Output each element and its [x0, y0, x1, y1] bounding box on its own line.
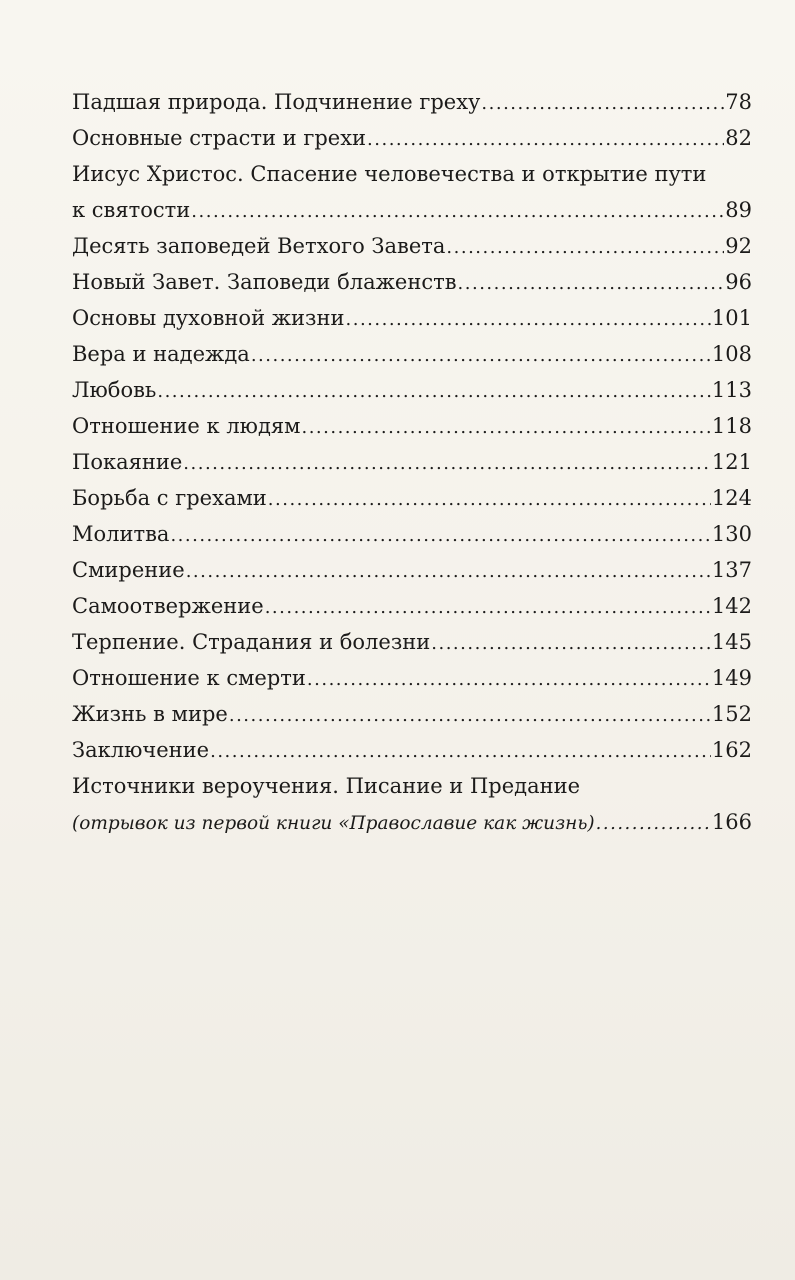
toc-entry-page: 96 — [725, 270, 752, 294]
dot-leader — [183, 446, 711, 482]
toc-entry-title: Новый Завет. Заповеди блаженств — [72, 270, 457, 294]
toc-entry-title: Жизнь в мире — [72, 702, 228, 726]
dot-leader — [446, 230, 724, 266]
toc-entry-page: 89 — [725, 198, 752, 222]
toc-entry-page: 121 — [711, 450, 752, 474]
toc-entry-title: Источники вероучения. Писание и Предание — [72, 774, 581, 798]
dot-leader — [229, 698, 711, 734]
dot-leader — [346, 302, 711, 338]
toc-entry-page: 142 — [711, 594, 752, 618]
dot-leader — [157, 374, 711, 410]
toc-entry-page: 149 — [711, 666, 752, 690]
toc-entry-title: Основные страсти и грехи — [72, 126, 367, 150]
toc-entry-page: 113 — [711, 378, 752, 402]
dot-leader — [301, 410, 710, 446]
toc-entry-title: (отрывок из первой книги «Православие как жизнь) — [72, 813, 595, 834]
toc-entry — [72, 804, 752, 840]
table-of-contents — [72, 84, 752, 840]
toc-entry-page: 162 — [711, 738, 752, 762]
dot-leader — [431, 626, 711, 662]
dot-leader — [186, 554, 711, 590]
toc-entry-title: Самоотвержение — [72, 594, 264, 618]
toc-entry-title: Иисус Христос. Спасение человечества и открытие пути — [72, 162, 707, 186]
toc-entry — [72, 120, 752, 156]
toc-entry-title: к святости — [72, 198, 191, 222]
toc-entry-page: 166 — [711, 810, 752, 834]
toc-entry-title: Борьба с грехами — [72, 486, 267, 510]
toc-entry — [72, 480, 752, 516]
dot-leader — [265, 590, 711, 626]
dot-leader — [307, 662, 711, 698]
toc-entry — [72, 660, 752, 696]
dot-leader — [191, 194, 724, 230]
toc-entry-title: Десять заповедей Ветхого Завета — [72, 234, 446, 258]
toc-entry-page: 137 — [711, 558, 752, 582]
dot-leader — [170, 518, 710, 554]
toc-entry-title: Терпение. Страдания и болезни — [72, 630, 431, 654]
toc-entry-page: 118 — [711, 414, 752, 438]
dot-leader — [268, 482, 711, 518]
toc-entry — [72, 768, 752, 804]
toc-entry — [72, 552, 752, 588]
toc-entry-page: 82 — [725, 126, 752, 150]
toc-entry-title: Смирение — [72, 558, 185, 582]
toc-entry — [72, 408, 752, 444]
dot-leader — [367, 122, 724, 158]
toc-entry-page: 101 — [711, 306, 752, 330]
dot-leader — [458, 266, 725, 302]
toc-entry-page: 78 — [725, 90, 752, 114]
dot-leader — [481, 86, 724, 122]
toc-entry-page: 145 — [711, 630, 752, 654]
toc-entry-title: Отношение к людям — [72, 414, 301, 438]
toc-entry-page: 152 — [711, 702, 752, 726]
toc-entry-title: Заключение — [72, 738, 210, 762]
toc-entry — [72, 588, 752, 624]
toc-entry-title: Молитва — [72, 522, 170, 546]
toc-entry-page: 130 — [711, 522, 752, 546]
toc-entry-page: 92 — [725, 234, 752, 258]
toc-entry-title: Покаяние — [72, 450, 183, 474]
toc-entry-title: Основы духовной жизни — [72, 306, 345, 330]
toc-entry — [72, 444, 752, 480]
toc-entry — [72, 372, 752, 408]
toc-entry-title: Вера и надежда — [72, 342, 250, 366]
toc-entry-title: Отношение к смерти — [72, 666, 306, 690]
toc-entry — [72, 732, 752, 768]
toc-entry-page: 124 — [711, 486, 752, 510]
toc-entry — [72, 192, 752, 228]
dot-leader — [251, 338, 711, 374]
dot-leader — [210, 734, 711, 770]
toc-entry — [72, 516, 752, 552]
toc-entry — [72, 624, 752, 660]
toc-entry — [72, 264, 752, 300]
toc-entry — [72, 84, 752, 120]
toc-entry-title: Падшая природа. Подчинение греху — [72, 90, 481, 114]
toc-entry — [72, 156, 752, 192]
toc-entry — [72, 336, 752, 372]
toc-entry — [72, 300, 752, 336]
toc-entry-page: 108 — [711, 342, 752, 366]
toc-entry — [72, 228, 752, 264]
toc-entry-title: Любовь — [72, 378, 157, 402]
dot-leader — [596, 806, 711, 842]
toc-entry — [72, 696, 752, 732]
